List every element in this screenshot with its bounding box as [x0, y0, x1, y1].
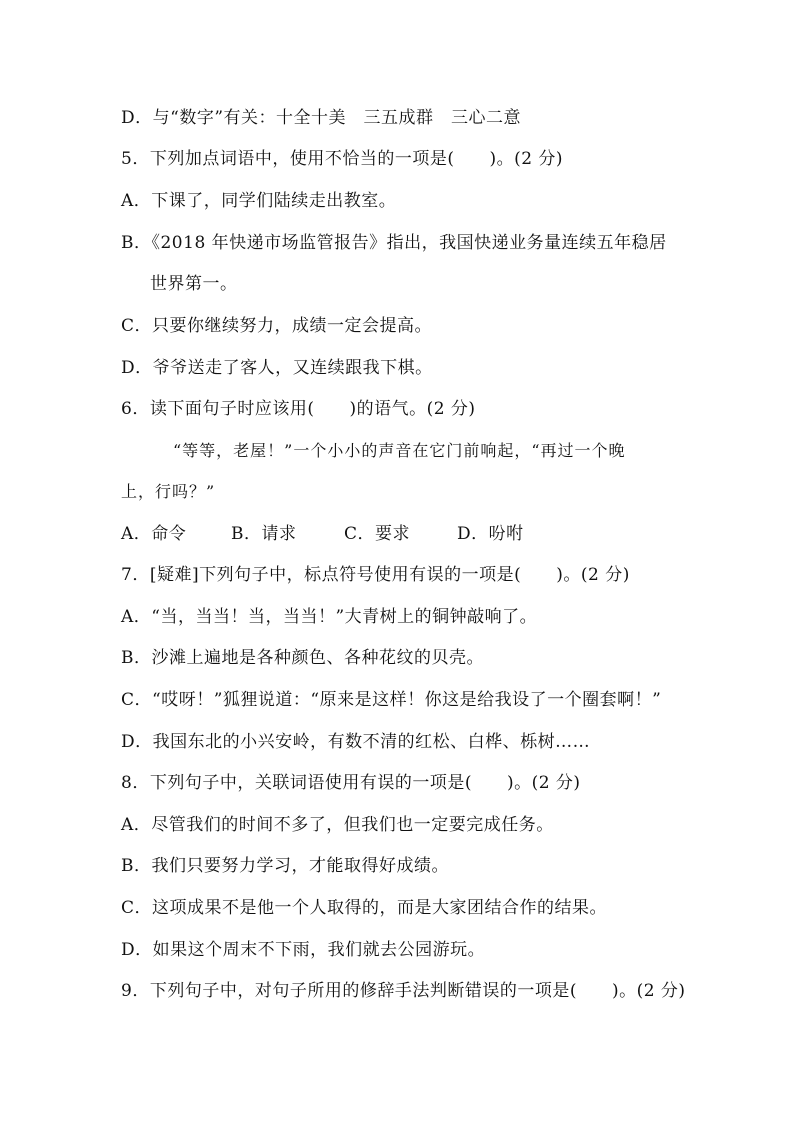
- question-6-option-d: D．吩咐: [457, 524, 524, 544]
- question-6-option-a: A．命令: [121, 524, 187, 544]
- question-6-options: [121, 523, 547, 545]
- option-d-previous: D．与“数字”有关：十全十美 三五成群 三心二意: [121, 108, 522, 128]
- question-7-option-b: B．沙滩上遍地是各种颜色、各种花纹的贝壳。: [121, 648, 484, 668]
- question-8: 8．下列句子中，关联词语使用有误的一项是( )。(2 分): [121, 773, 581, 793]
- question-8-option-a: A．尽管我们的时间不多了，但我们也一定要完成任务。: [121, 815, 554, 835]
- question-7-option-a: A．“当，当当！当，当当！”大青树上的铜钟敲响了。: [121, 607, 538, 627]
- question-8-option-d: D．如果这个周末不下雨，我们就去公园游玩。: [121, 940, 486, 960]
- question-8-option-b: B．我们只要努力学习，才能取得好成绩。: [121, 856, 449, 876]
- question-6-option-c: C．要求: [344, 524, 411, 544]
- question-5-option-c: C．只要你继续努力，成绩一定会提高。: [121, 316, 433, 336]
- question-5: 5．下列加点词语中，使用不恰当的一项是( )。(2 分): [121, 149, 564, 169]
- question-6-quote: “等等，老屋！”一个小小的声音在它门前响起，“再过一个晚: [173, 441, 626, 460]
- question-7-option-c: C．“哎呀！”狐狸说道：“原来是这样！你这是给我设了一个圈套啊！”: [121, 690, 662, 710]
- question-5-option-b-continued: 世界第一。: [150, 274, 238, 294]
- question-6-quote-continued: 上，行吗？”: [121, 482, 216, 501]
- question-7: 7．[疑难]下列句子中，标点符号使用有误的一项是( )。(2 分): [121, 565, 630, 585]
- question-5-option-b: B．《2018 年快递市场监管报告》指出，我国快递业务量连续五年稳居: [121, 233, 667, 253]
- question-9: 9．下列句子中，对句子所用的修辞手法判断错误的一项是( )。(2 分): [121, 981, 686, 1001]
- question-5-option-d: D．爷爷送走了客人，又连续跟我下棋。: [121, 358, 433, 378]
- question-7-option-d: D．我国东北的小兴安岭，有数不清的红松、白桦、栎树……: [121, 732, 591, 752]
- question-8-option-c: C．这项成果不是他一个人取得的，而是大家团结合作的结果。: [121, 898, 608, 918]
- question-6-option-b: B．请求: [231, 524, 297, 544]
- question-6: 6．读下面句子时应该用( )的语气。(2 分): [121, 399, 476, 419]
- question-5-option-a: A．下课了，同学们陆续走出教室。: [121, 191, 397, 211]
